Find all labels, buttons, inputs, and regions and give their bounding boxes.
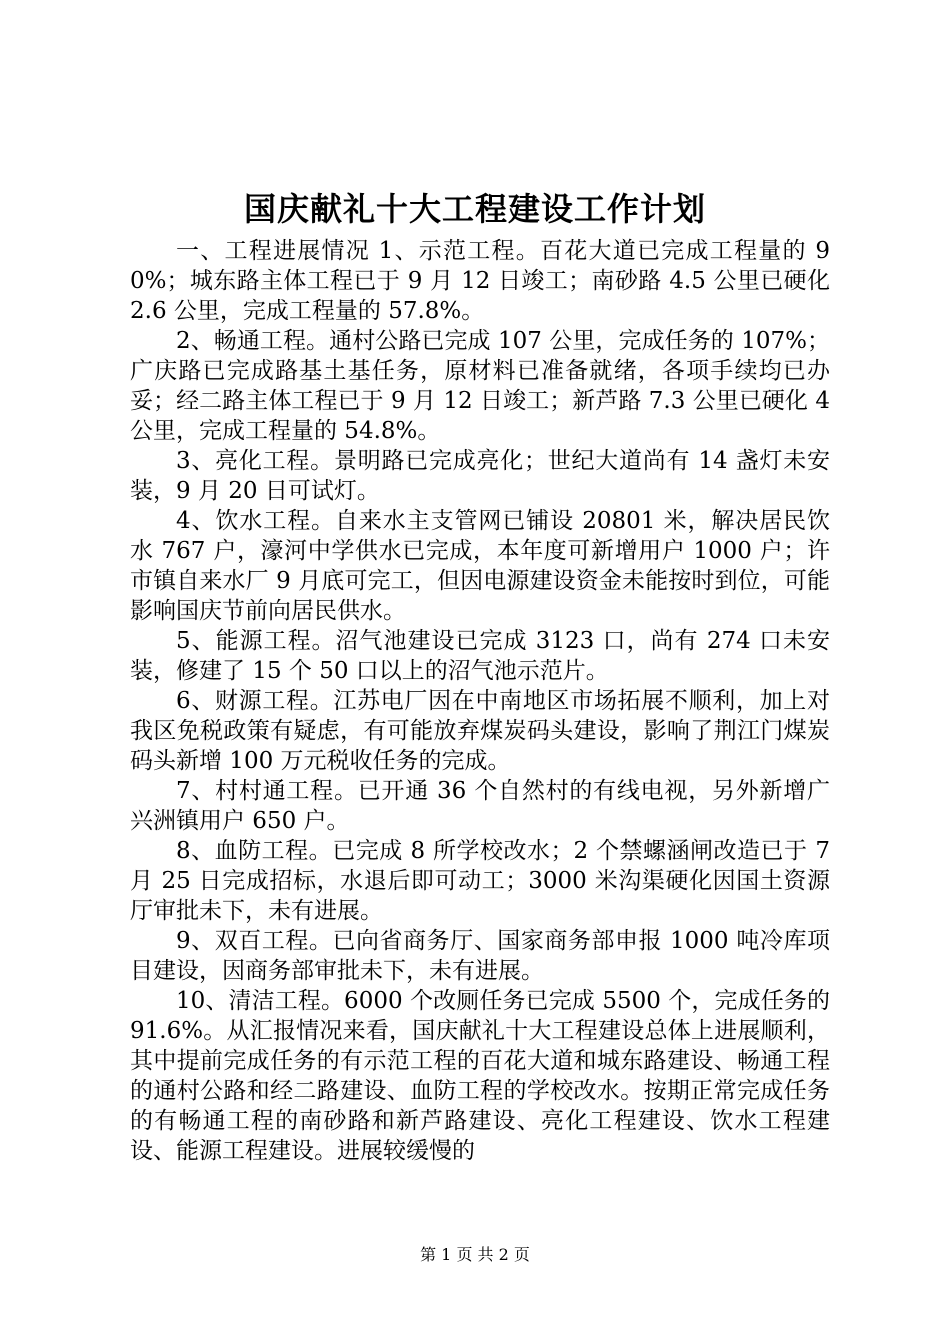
paragraph-revenue: 6、财源工程。江苏电厂因在中南地区市场拓展不顺利，加上对我区免税政策有疑虑，有可能放弃煤炭码头建设，影响了荆江门煤炭码头新增 100 万元税收任务的完成。 — [130, 688, 830, 774]
paragraph-project-progress-demo: 一、工程进展情况 1、示范工程。百花大道已完成工程量的 90%；城东路主体工程已于 9 月 12 日竣工；南砂路 4.5 公里已硬化 2.6 公里，完成工程量的 57.8%。 — [130, 238, 830, 324]
document-title: 国庆献礼十大工程建设工作计划 — [243, 190, 706, 228]
paragraph-cleaning-summary: 10、清洁工程。6000 个改厕任务已完成 5500 个，完成任务的 91.6%。从汇报情况来看，国庆献礼十大工程建设总体上进展顺利，其中提前完成任务的有示范工程的百花大道和城东路建设、畅通工程的通村公路和经二路建设、血防工程的学校改水。按期正常完成任务的有畅通工程的南砂路和新芦路建设、亮化工程建设、饮水工程建设、能源工程建设。进展较缓慢的 — [130, 988, 830, 1164]
document-body — [130, 236, 830, 1166]
paragraph-village-access: 7、村村通工程。已开通 36 个自然村的有线电视，另外新增广兴洲镇用户 650 户。 — [130, 778, 830, 834]
paragraph-double-hundred: 9、双百工程。已向省商务厅、国家商务部申报 1000 吨冷库项目建设，因商务部审批未下，未有进展。 — [130, 928, 830, 984]
paragraph-energy: 5、能源工程。沼气池建设已完成 3123 口，尚有 274 口未安装，修建了 15 个 50 口以上的沼气池示范片。 — [130, 628, 830, 684]
paragraph-smooth-traffic: 2、畅通工程。通村公路已完成 107 公里，完成任务的 107%；广庆路已完成路基土基任务，原材料已准备就绪，各项手续均已办妥；经二路主体工程已于 9 月 12 日竣工；新芦路 7.3 公里已硬化 4 公里，完成工程量的 54.8%。 — [130, 328, 830, 444]
paragraph-lighting: 3、亮化工程。景明路已完成亮化；世纪大道尚有 14 盏灯未安装，9 月 20 日可试灯。 — [130, 448, 830, 504]
paragraph-schistosomiasis: 8、血防工程。已完成 8 所学校改水；2 个禁螺涵闸改造已于 7 月 25 日完成招标，水退后即可动工；3000 米沟渠硬化因国土资源厅审批未下，未有进展。 — [130, 838, 830, 924]
paragraph-drinking-water: 4、饮水工程。自来水主支管网已铺设 20801 米，解决居民饮水 767 户，濠河中学供水已完成，本年度可新增用户 1000 户；许市镇自来水厂 9 月底可完工，但因电源建设资金未能按时到位，可能影响国庆节前向居民供水。 — [130, 508, 830, 624]
page-number-footer: 第 1 页 共 2 页 — [420, 1245, 530, 1264]
